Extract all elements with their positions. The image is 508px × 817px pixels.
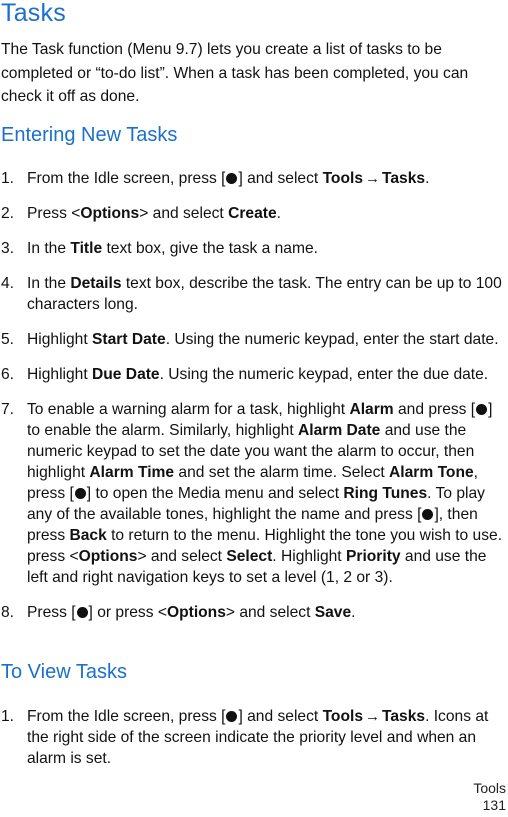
ok-key-icon	[77, 607, 88, 618]
step-text: Priority	[345, 548, 401, 565]
page-footer	[473, 780, 506, 814]
step-text: and press [	[393, 401, 476, 418]
step-number: 5.	[1, 331, 15, 348]
list-item	[0, 273, 505, 315]
step-text: and use the left and right navigation keys to set a level (1, 2 or 3).	[27, 548, 487, 586]
list-item	[0, 364, 505, 385]
step-text: ], then press	[27, 506, 478, 544]
step-text: From the Idle screen, press [	[27, 170, 226, 187]
list-item	[0, 168, 505, 189]
step-number: 1.	[1, 708, 15, 725]
list-item	[0, 602, 505, 623]
step-text: Tools	[322, 170, 363, 187]
step-text: Back	[69, 527, 107, 544]
step-text: > and select	[139, 205, 229, 222]
list-item	[0, 238, 505, 259]
list-item	[0, 399, 505, 588]
step-text: ] and select	[238, 708, 323, 725]
step-text: Ring Tunes	[343, 485, 428, 502]
step-text: > and select	[225, 604, 315, 621]
step-text: Save	[314, 604, 352, 621]
step-text: . To play any of the available tones, highlight the name and press [	[27, 485, 485, 523]
step-text: Create	[228, 205, 277, 222]
step-text: To enable a warning alarm for a task, highlight	[27, 401, 350, 418]
step-number: 7.	[1, 401, 15, 418]
list-item	[0, 203, 505, 224]
step-number: 3.	[1, 240, 15, 257]
step-text: In the	[27, 240, 71, 257]
step-text: Select	[226, 548, 273, 565]
ok-key-icon	[226, 711, 237, 722]
step-text: Title	[70, 240, 103, 257]
step-text: . Using the numeric keypad, enter the start date.	[165, 331, 499, 348]
step-text: Options	[80, 205, 140, 222]
step-text: Details	[70, 275, 122, 292]
page-title: Tasks	[1, 0, 66, 27]
step-text: . Icons at the right side of the screen indicate the priority level and when an alarm is set.	[27, 708, 489, 767]
ok-key-icon	[422, 509, 433, 520]
step-text: ] or press <	[88, 604, 167, 621]
ok-key-icon	[476, 404, 487, 415]
section-heading-entering-new-tasks: Entering New Tasks	[1, 124, 178, 146]
step-text: Press <	[27, 205, 81, 222]
step-text: ] to enable the alarm. Similarly, highlight	[27, 401, 493, 439]
list-item	[0, 329, 505, 350]
step-text: In the	[27, 275, 71, 292]
intro-paragraph: The Task function (Menu 9.7) lets you create a list of tasks to be completed or “to-do list”. When a task has been completed, you can check it off as done.	[1, 41, 469, 105]
step-text: .	[276, 205, 281, 222]
step-text: Alarm Time	[89, 464, 175, 481]
step-text: Press [	[27, 604, 76, 621]
step-text: Tasks	[382, 708, 426, 725]
step-text: text box, describe the task. The entry can be up to 100 characters long.	[27, 275, 502, 313]
step-text: , press [	[27, 464, 478, 502]
step-number: 8.	[1, 604, 15, 621]
step-text: .	[351, 604, 356, 621]
step-text: Options	[166, 604, 226, 621]
step-text: .	[425, 170, 430, 187]
step-number: 2.	[1, 205, 15, 222]
step-text: ] and select	[238, 170, 323, 187]
step-number: 6.	[1, 366, 15, 383]
step-text: and use the numeric keypad to set the date you want the alarm to occur, then highlight	[27, 422, 475, 481]
step-text: to return to the menu. Highlight the tone you wish to use. press <	[27, 527, 503, 565]
step-text: Due Date	[92, 366, 160, 383]
step-text: Start Date	[92, 331, 166, 348]
list-item	[0, 706, 505, 769]
step-text: and set the alarm time. Select	[174, 464, 390, 481]
step-text: Alarm Date	[298, 422, 381, 439]
step-text: . Using the numeric keypad, enter the due date.	[159, 366, 489, 383]
step-text: ] to open the Media menu and select	[86, 485, 344, 502]
entering-tasks-steps	[0, 168, 508, 637]
ok-key-icon	[226, 173, 237, 184]
step-text: Options	[78, 548, 138, 565]
step-number: 4.	[1, 275, 15, 292]
page-number: 131	[482, 797, 506, 813]
section-heading-to-view-tasks: To View Tasks	[1, 661, 127, 683]
step-text: Alarm	[349, 401, 394, 418]
arrow-icon: →	[365, 170, 380, 187]
step-text: Tools	[322, 708, 363, 725]
step-text: Highlight	[27, 331, 93, 348]
step-text: text box, give the task a name.	[102, 240, 318, 257]
step-text: . Highlight	[272, 548, 346, 565]
step-text: From the Idle screen, press [	[27, 708, 226, 725]
ok-key-icon	[75, 488, 86, 499]
view-tasks-steps	[0, 706, 508, 783]
step-text: Alarm Tone	[389, 464, 474, 481]
step-text: > and select	[137, 548, 227, 565]
step-number: 1.	[1, 170, 15, 187]
step-text: Highlight	[27, 366, 93, 383]
arrow-icon: →	[365, 708, 380, 725]
step-text: Tasks	[382, 170, 426, 187]
footer-section-name: Tools	[473, 780, 506, 796]
